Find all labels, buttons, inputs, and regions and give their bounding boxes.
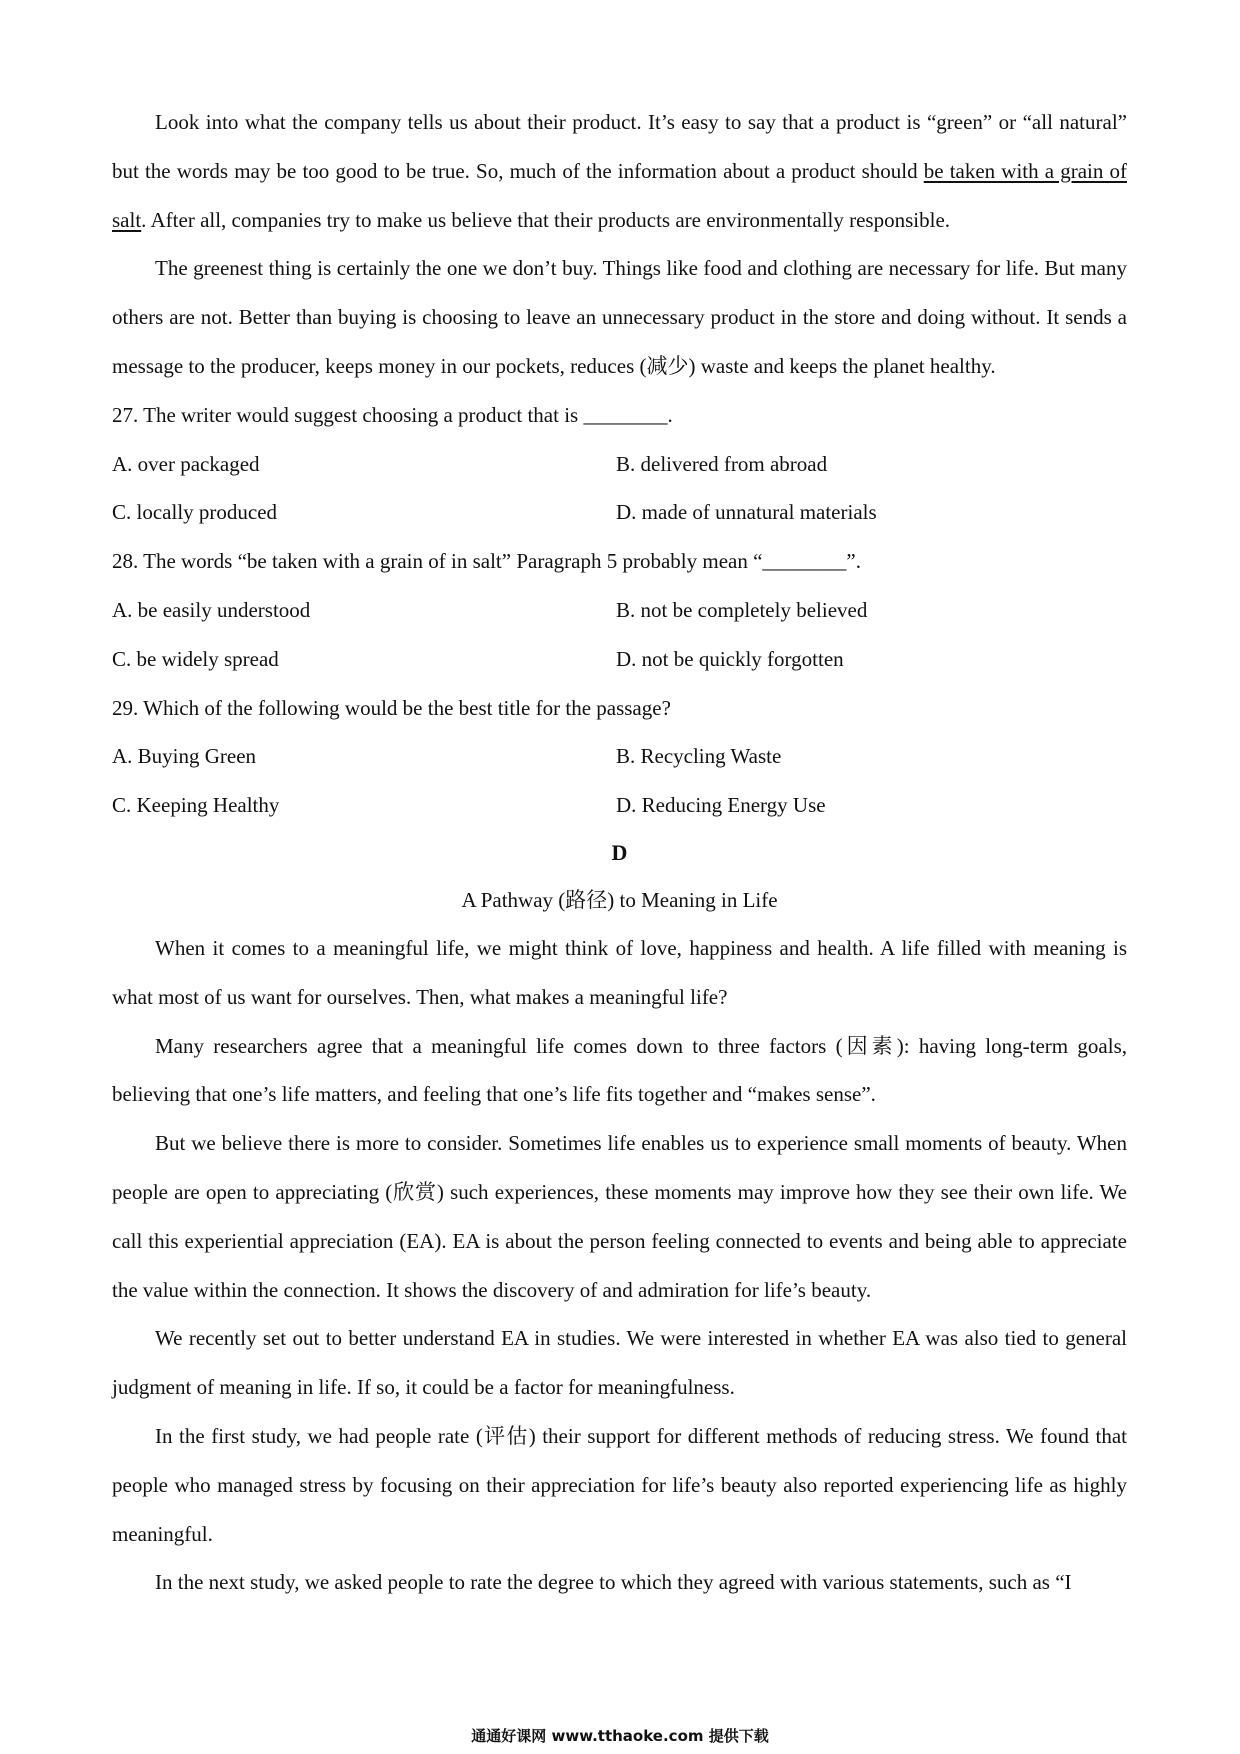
option-d: D. made of unnatural materials	[616, 500, 877, 525]
options-row	[112, 781, 1127, 830]
option-d: D. Reducing Energy Use	[616, 793, 826, 818]
passage-c-paragraph-2: The greenest thing is certainly the one we don’t buy. Things like food and clothing are necessary for life. But many others are not. Better than buying is choosing to leave an unnecessary product in the store and doing without. It sends a message to the producer, keeps money in our pockets, reduces (减少) waste and keeps the planet healthy.	[112, 256, 1127, 378]
passage-title: A Pathway (路径) to Meaning in Life	[461, 887, 778, 912]
option-a: A. be easily understood	[112, 597, 311, 622]
option-c: C. locally produced	[112, 500, 278, 525]
page-footer: 通通好课网 www.tthaoke.com 提供下载	[471, 1727, 769, 1745]
passage-d-paragraph-6: In the next study, we asked people to rate the degree to which they agreed with various statements, such as “I	[155, 1570, 1072, 1595]
passage-d-paragraph-2: Many researchers agree that a meaningful life comes down to three factors (因素): having long-term goals, believing that one’s life matters, and feeling that one’s life fits together and “makes sense”.	[112, 1033, 1127, 1107]
options-row	[112, 440, 1127, 489]
question-stem: 29. Which of the following would be the best title for the passage?	[112, 695, 671, 720]
option-d: D. not be quickly forgotten	[616, 646, 844, 671]
options-row	[112, 635, 1127, 684]
question-28	[112, 537, 1127, 683]
passage-c-paragraph-1	[112, 98, 1127, 244]
page-content	[112, 98, 1127, 1607]
option-a: A. Buying Green	[112, 744, 257, 769]
option-b: B. not be completely believed	[616, 597, 868, 622]
passage-d-paragraph-5: In the first study, we had people rate (评估) their support for different methods of reducing stress. We found that people who managed stress by focusing on their appreciation for life’s beauty also reported experiencing life as highly meaningful.	[112, 1423, 1127, 1546]
question-stem: 28. The words “be taken with a grain of in salt” Paragraph 5 probably mean “________”.	[112, 549, 861, 574]
question-27	[112, 391, 1127, 537]
option-c: C. be widely spread	[112, 646, 279, 671]
passage-d-paragraph-4: We recently set out to better understand EA in studies. We were interested in whether EA was also tied to general judgment of meaning in life. If so, it could be a factor for meaningfulness.	[112, 1326, 1127, 1400]
options-row	[112, 488, 1127, 537]
question-stem: 27. The writer would suggest choosing a product that is ________.	[112, 402, 673, 427]
paragraph-text: . After all, companies try to make us believe that their products are environmentally responsible.	[141, 207, 951, 232]
passage-d-paragraph-1: When it comes to a meaningful life, we might think of love, happiness and health. A life filled with meaning is what most of us want for ourselves. Then, what makes a meaningful life?	[112, 935, 1127, 1009]
option-b: B. delivered from abroad	[616, 451, 828, 476]
option-a: A. over packaged	[112, 451, 260, 476]
option-b: B. Recycling Waste	[616, 744, 782, 769]
section-heading: D	[611, 839, 628, 865]
question-29	[112, 684, 1127, 830]
options-row	[112, 586, 1127, 635]
paragraph-text: Look into what the company tells us about their product. It’s easy to say that a product is “green” or “all natural” but the words may be too good to be true. So, much of the information about a product should	[112, 110, 1127, 183]
underlined-phrase: be taken with a grain of salt	[112, 158, 1127, 232]
passage-d-paragraph-3: But we believe there is more to consider. Sometimes life enables us to experience small moments of beauty. When people are open to appreciating (欣赏) such experiences, these moments may improve how they see their own life. We call this experiential appreciation (EA). EA is about the person feeling connected to events and being able to appreciate the value within the connection. It shows the discovery of and admiration for life’s beauty.	[112, 1131, 1127, 1302]
option-c: C. Keeping Healthy	[112, 793, 280, 818]
options-row	[112, 732, 1127, 781]
